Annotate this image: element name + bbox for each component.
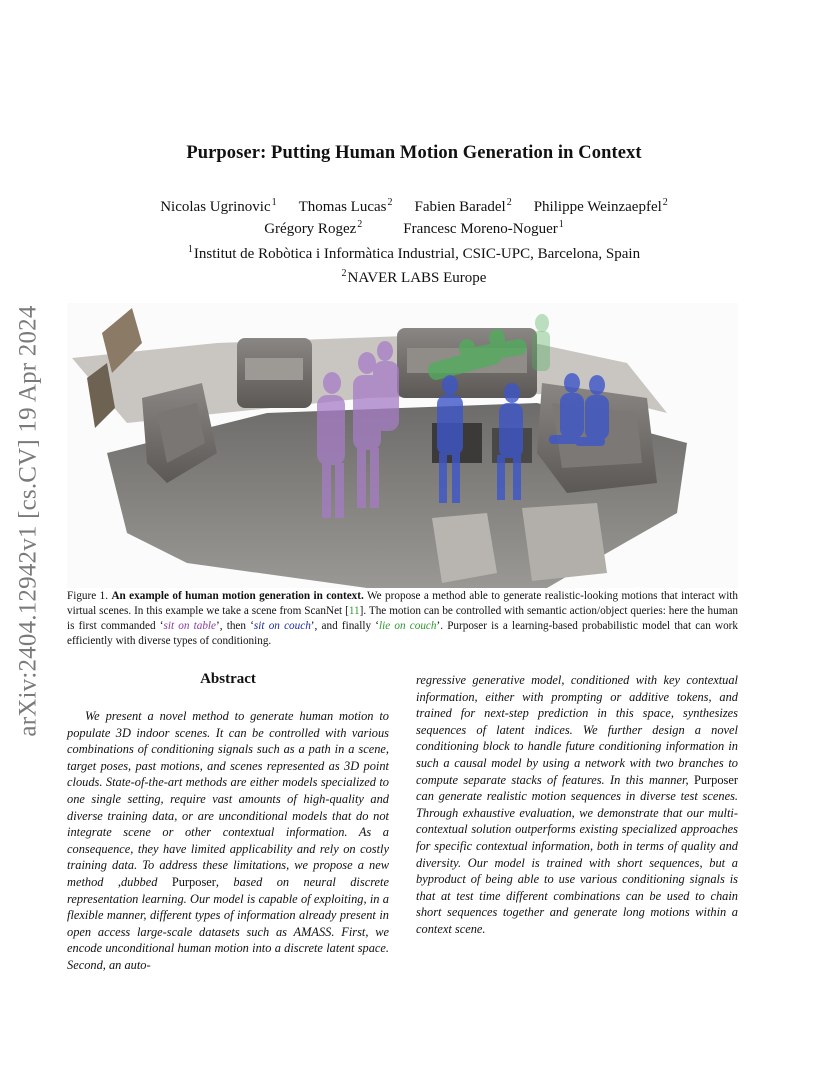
author: Francesc Moreno-Noguer$^1$ xyxy=(403,219,564,237)
figure-caption-title: An example of human motion generation in context. xyxy=(111,590,364,602)
armchair xyxy=(432,513,497,583)
abstract-column-right: regressive generative model, conditioned with key contextual information, either with prompting or additive tokens, and trained for next-step prediction in this space, synthesizes sequences of latent indices. We further design a novel conditioning block to handle future conditioning information in such a causal model by using a network with two branches to compute separate stacks of features. In this manner, Purposer can generate realistic motion sequences in diverse test scenes. Through exhaustive evaluation, we demonstrate that our multi-contextual solution outperforms existing specialized approaches for specific contextual information, both in terms of quality and diversity. Our model is trained with short sequences, but a byproduct of being able to use various conditioning signals is that at test time different combinations can be used to chain short sequences together and generate long motions within a context scene. xyxy=(416,673,738,936)
author: Grégory Rogez$^2$ xyxy=(264,219,363,237)
arxiv-identifier: arXiv:2404.12942v1 [cs.CV] 19 Apr 2024 xyxy=(15,305,43,737)
figure-caption: Figure 1. An example of human motion generation in context. We propose a method able to generate realistic-looking motions that interact with virtual scenes. In this example we take a scene from ScanNet [11]. The motion can be controlled with semantic action/object queries: here the human is first commanded ‘sit on table’, then ‘sit on couch’, and finally ‘lie on couch’. Purposer is a learning-based probabilistic model that can work efficiently with diverse types of conditioning. xyxy=(67,590,739,647)
scene-render-illustration xyxy=(67,303,738,588)
abstract-column-left: We present a novel method to generate human motion to populate 3D indoor scenes. It can be controlled with various combinations of conditioning signals such as a path in a scene, target poses, past motions, and scenes represented as 3D point clouds. State-of-the-art methods are either models specialized to one single setting, require vast amounts of high-quality and diverse training data, or are unconditional models that do not integrate scene or other contextual information. As a consequence, they have limited applicability and rely on costly training data. To address these limitations, we propose a new method ,dubbed Purposer, based on neural discrete representation learning. Our model is capable of exploiting, in a flexible manner, different types of information already present in open access large-scale datasets such as AMASS. First, we encode unconditional human motion into a discrete latent space. Second, an auto- xyxy=(67,709,389,972)
method-name: Purposer xyxy=(171,874,216,889)
method-name: Purposer xyxy=(693,772,738,787)
affiliation: $^2$NAVER LABS Europe xyxy=(341,268,487,286)
author: Nicolas Ugrinovic$^1$ xyxy=(160,197,277,215)
figure-label: Figure 1. xyxy=(67,590,109,602)
author: Philippe Weinzaepfel$^2$ xyxy=(533,197,668,215)
arxiv-identifier-sidebar xyxy=(16,285,42,757)
teaser-figure-image xyxy=(67,303,738,588)
query-sit-on-table: sit on table xyxy=(163,620,217,632)
query-lie-on-couch: lie on couch xyxy=(379,620,437,632)
affiliation: $^1$Institut de Robòtica i Informàtica Industrial, CSIC-UPC, Barcelona, Spain xyxy=(187,244,641,262)
author-list xyxy=(0,194,828,238)
author: Thomas Lucas$^2$ xyxy=(298,197,393,215)
armchair xyxy=(522,503,607,581)
author: Fabien Baradel$^2$ xyxy=(414,197,512,215)
citation-link[interactable]: 11 xyxy=(348,605,360,617)
paper-title: Purposer: Putting Human Motion Generation in Context xyxy=(186,143,642,163)
affiliations xyxy=(0,240,828,288)
query-sit-on-couch: sit on couch xyxy=(253,620,311,632)
back-couch xyxy=(237,338,312,408)
abstract-heading: Abstract xyxy=(200,671,256,687)
